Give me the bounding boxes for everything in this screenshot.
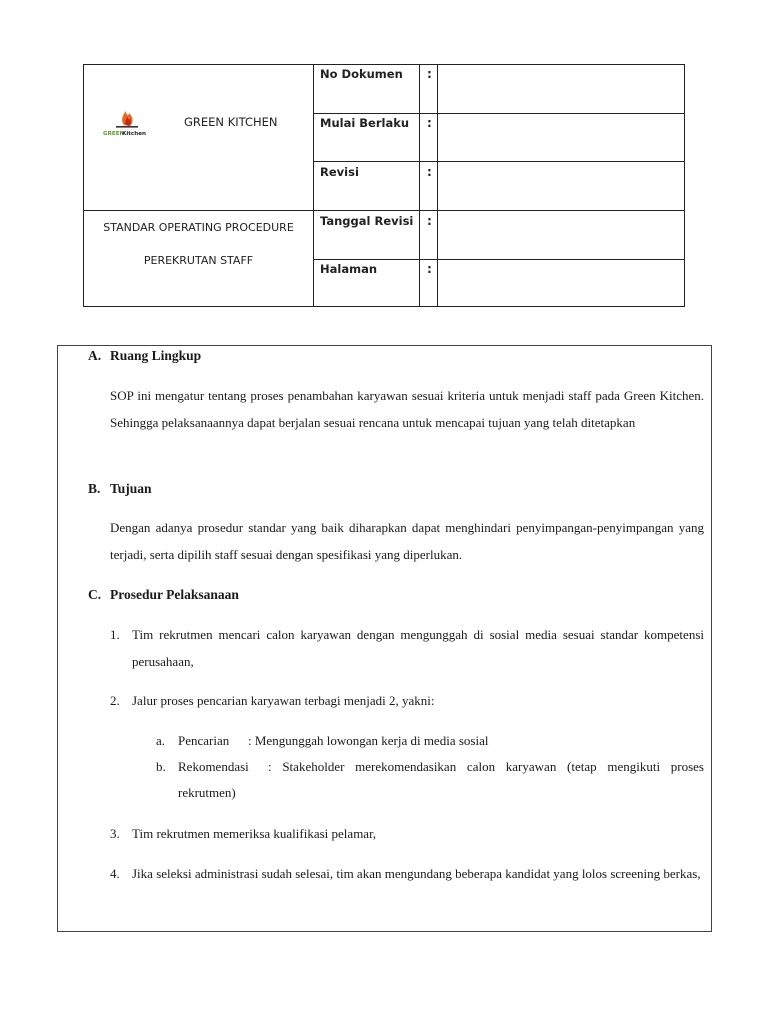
document-header-table [83,64,685,307]
list-item-text: Jika seleksi administrasi sudah selesai, tim akan mengundang beberapa kandidat yang lolos screening berkas, [132,866,701,881]
field-label-no-dokumen: No Dokumen [320,67,403,81]
list-item-text: Jalur proses pencarian karyawan terbagi menjadi 2, yakni: [132,693,435,708]
field-label-mulai-berlaku: Mulai Berlaku [320,116,410,130]
sub-item-key: Rekomendasi [178,759,249,774]
table-divider [84,210,684,211]
list-item [110,687,704,714]
section-body-tujuan: Dengan adanya prosedur standar yang baik diharapkan dapat menghindari penyimpangan-penyimpangan yang terjadi, serta dipilih staff sesuai dengan spesifikasi yang diperlukan. [110,520,704,562]
svg-text:GREEN: GREEN [103,131,125,137]
sop-content-box [57,345,712,932]
sop-subject: PEREKRUTAN STAFF [143,254,254,267]
field-colon: : [427,116,432,130]
list-item-number: 4. [110,866,120,881]
sub-list-item [156,754,704,806]
table-divider [313,161,684,162]
table-divider [437,65,438,306]
list-item-number: 2. [110,693,120,708]
section-heading-ruang-lingkup [88,348,201,364]
section-heading-tujuan [88,481,152,497]
field-colon: : [427,165,432,179]
sub-item-value: : Mengunggah lowongan kerja di media sosial [248,733,489,748]
table-divider [313,65,314,306]
section-title: Ruang Lingkup [110,348,202,363]
sub-item-letter: b. [156,759,166,774]
field-colon: : [427,67,432,81]
list-item-number: 3. [110,826,120,841]
section-letter: A. [88,348,102,363]
section-heading-prosedur [88,587,239,603]
list-item [110,820,704,847]
sub-item-value: : Stakeholder merekomendasikan calon karyawan (tetap mengikuti proses rekrutmen) [178,759,704,800]
green-kitchen-logo-icon [102,105,158,141]
section-title: Tujuan [110,481,152,496]
list-item [110,860,704,887]
sub-item-key: Pencarian [178,733,230,748]
section-letter: B. [88,481,101,496]
field-colon: : [427,214,432,228]
field-label-halaman: Halaman [320,262,378,276]
list-item [110,621,704,675]
table-divider [313,259,684,260]
field-label-revisi: Revisi [320,165,359,179]
section-body-ruang-lingkup: SOP ini mengatur tentang proses penambahan karyawan sesuai kriteria untuk menjadi staff pada Green Kitchen. Sehingga pelaksanaannya dapat berjalan sesuai rencana untuk mencapai tujuan yang telah ditetapkan [110,388,704,430]
sub-item-letter: a. [156,733,166,748]
list-item-number: 1. [110,627,120,642]
section-letter: C. [88,587,102,602]
field-colon: : [427,262,432,276]
svg-text:Kitchen: Kitchen [122,131,147,137]
company-brand [102,105,314,141]
list-item-text: Tim rekrutmen mencari calon karyawan dengan mengunggah di sosial media sesuai standar kompetensi perusahaan, [132,627,704,669]
field-label-tanggal-revisi: Tanggal Revisi [320,214,414,228]
company-name: GREEN KITCHEN [184,115,278,129]
section-title: Prosedur Pelaksanaan [110,587,239,602]
table-divider [313,113,684,114]
table-divider [419,65,420,306]
sop-title: STANDAR OPERATING PROCEDURE [103,221,294,234]
list-item-text: Tim rekrutmen memeriksa kualifikasi pelamar, [132,826,377,841]
sub-list-item [156,728,704,754]
